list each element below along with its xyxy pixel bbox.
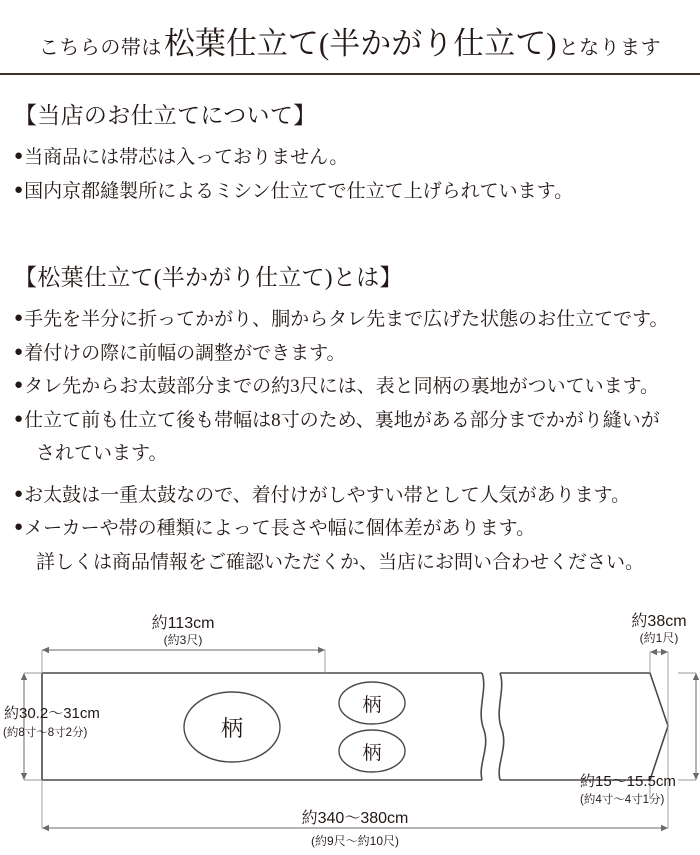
bullet-dot-icon: ● (14, 181, 24, 198)
list-item (14, 482, 686, 510)
dimension-total-length-shaku: (約9尺〜約10尺) (310, 834, 400, 849)
pattern-circle-lower (339, 730, 405, 772)
section2-bullet-5: メーカーや帯の種類によって長さや幅に個体差があります。 (24, 518, 536, 540)
bullet-dot-icon: ● (14, 377, 24, 394)
dimension-top-length-cm: 約113cm (151, 615, 215, 633)
dimension-top-length-shaku: (約3尺) (163, 633, 203, 648)
obi-tip-outline (500, 673, 668, 780)
bullet-dot-icon: ● (14, 485, 24, 502)
spacer (0, 211, 700, 237)
dimension-width-sun: (約8寸〜8寸2分) (3, 727, 88, 740)
list-item (14, 340, 686, 368)
section2-bullet-2: タレ先からお太鼓部分までの約3尺には、表と同柄の裏地がついています。 (24, 376, 660, 398)
section-about-tailoring (0, 97, 700, 205)
bullet-dot-icon: ● (14, 343, 24, 360)
pattern-label-0: 柄 (220, 716, 244, 742)
dimension-tip-width (580, 673, 699, 806)
dimension-width (3, 673, 100, 780)
dimension-tip-length-cm: 約38cm (631, 613, 687, 631)
bullet-dot-icon: ● (14, 519, 24, 536)
section2-bullet-3: 仕立て前も仕立て後も帯幅は8寸のため、裏地がある部分までかがり縫いが (24, 409, 660, 431)
obi-dimension-diagram (0, 590, 700, 855)
pattern-circle-large (184, 692, 280, 762)
dimension-tip-width-sun: (約4寸〜4寸1分) (580, 794, 665, 807)
obi-body-outline (42, 673, 482, 780)
pattern-label-1: 柄 (362, 695, 382, 717)
pattern-circle-upper (339, 682, 405, 724)
dimension-total-length-cm: 約340〜380cm (301, 810, 409, 828)
bullet-dot-icon: ● (14, 310, 24, 327)
section2-bullet-0: 手先を半分に折ってかがり、胴からタレ先まで広げた状態のお仕立てです。 (24, 309, 669, 331)
pattern-label-2: 柄 (362, 743, 382, 765)
section-matsuba-definition (0, 259, 700, 576)
section1-bullet-0: 当商品には帯芯は入っておりません。 (24, 147, 349, 168)
section2-continuation-2: 詳しくは商品情報をご確認いただくか、当店にお問い合わせください。 (36, 551, 645, 573)
section2-title: 【松葉仕立て(半かがり仕立て)とは】 (14, 265, 403, 291)
section2-bullet-4: お太鼓は一重太鼓なので、着付けがしやすい帯として人気があります。 (24, 484, 631, 506)
bullet-dot-icon: ● (14, 148, 24, 164)
break-mark-icon (481, 673, 504, 780)
spacer (14, 468, 686, 476)
section1-title: 【当店のお仕立てについて】 (14, 103, 317, 128)
header-lead: こちらの帯は (38, 37, 162, 59)
dimension-tip-length (631, 612, 686, 655)
list-item (14, 178, 686, 206)
section2-continuation-1: されています。 (36, 443, 168, 465)
dimension-top-length (42, 614, 325, 653)
dimension-width-cm: 約30.2〜31cm (4, 705, 100, 723)
header-tail: となります (558, 37, 662, 59)
dimension-tip-width-cm: 約15〜15.5cm (580, 773, 676, 791)
list-item (14, 373, 686, 401)
page-header (0, 0, 700, 75)
bullet-dot-icon: ● (14, 410, 24, 427)
list-item (14, 515, 686, 543)
dimension-total-length (42, 809, 668, 848)
list-item (14, 144, 686, 172)
list-item (14, 407, 686, 435)
header-emphasis: 松葉仕立て(半かがり仕立て) (163, 26, 557, 61)
section2-bullet-1: 着付けの際に前幅の調整ができます。 (24, 342, 346, 364)
list-item (14, 306, 686, 334)
dimension-tip-length-shaku: (約1尺) (639, 631, 679, 646)
section1-bullet-1: 国内京都縫製所によるミシン仕立てで仕立て上げられています。 (24, 180, 574, 202)
